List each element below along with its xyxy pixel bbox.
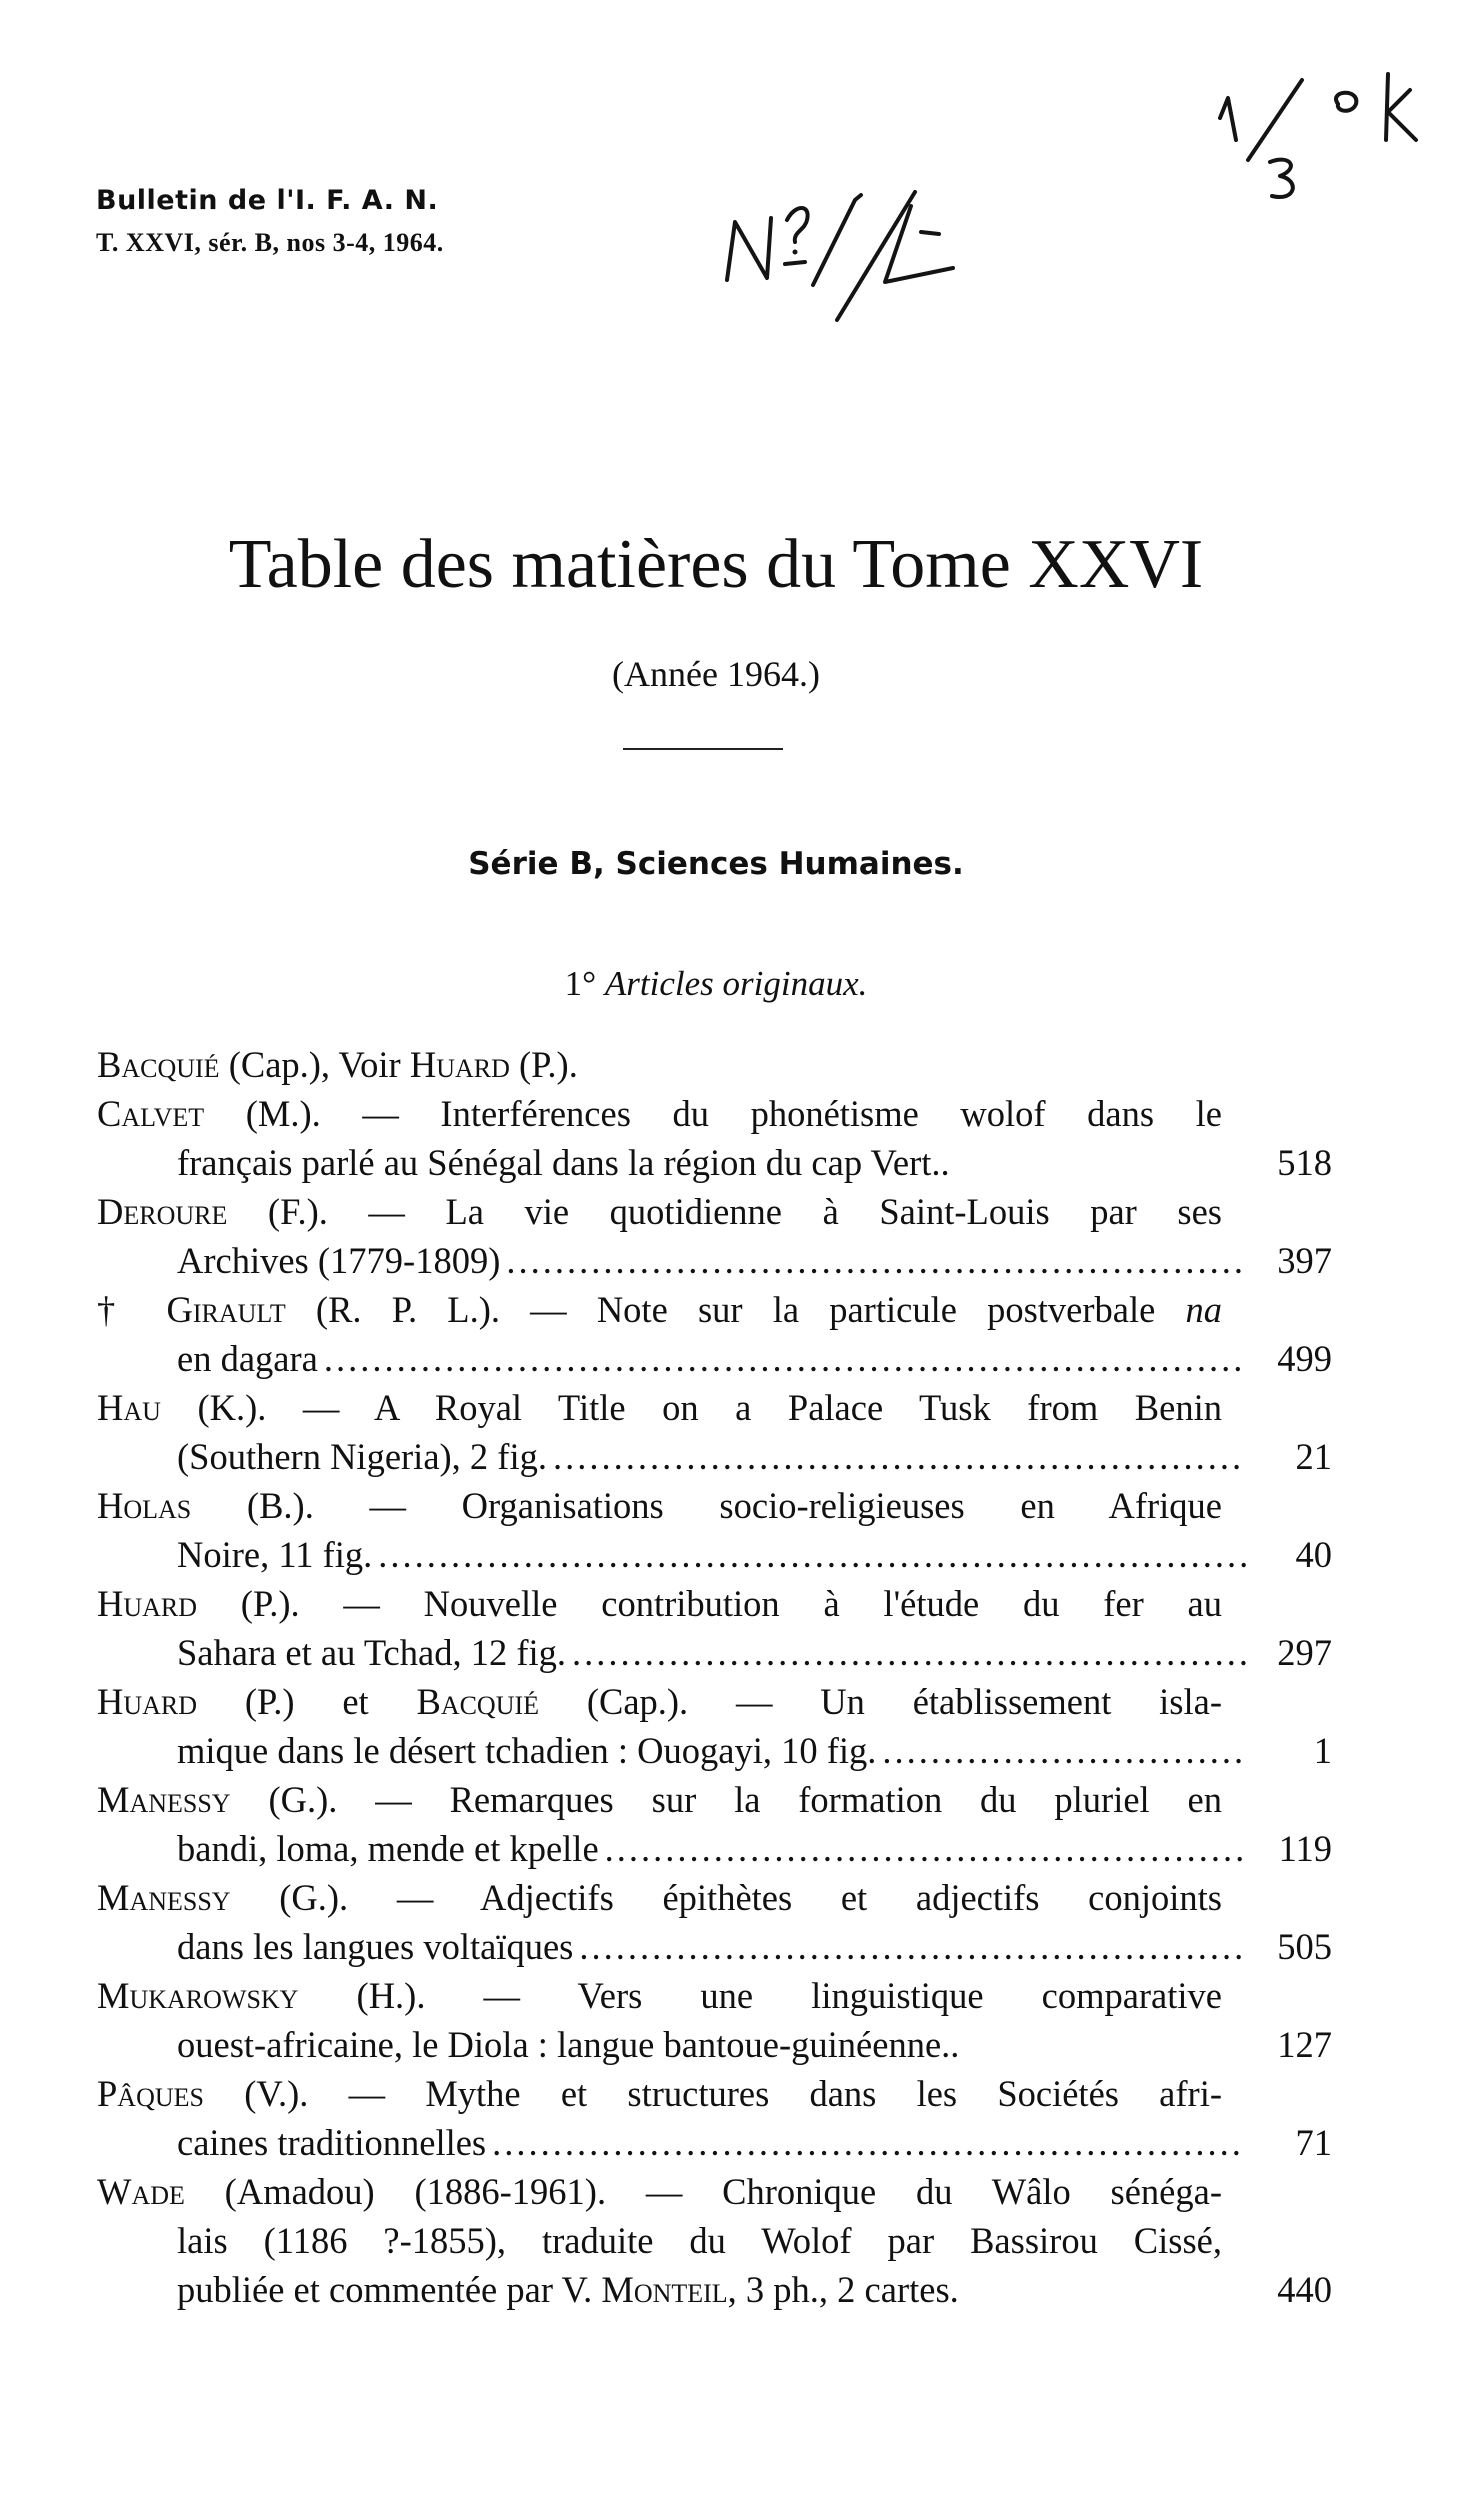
author-name: Bacquié: [416, 1681, 540, 1722]
entry-text: Sahara et au Tchad, 12 fig.: [177, 1632, 567, 1673]
entry-text: (G.). — Remarques sur la formation du pluriel en: [230, 1779, 1222, 1820]
page-number: 21: [1295, 1436, 1332, 1477]
page-number: 397: [1277, 1240, 1332, 1281]
author-name: Monteil: [601, 2269, 728, 2310]
entry-text: dans les langues voltaïques: [177, 1926, 574, 1967]
author-name: Bacquié: [97, 1044, 220, 1085]
author-name: Calvet: [97, 1093, 205, 1134]
author-name: Hau: [97, 1387, 161, 1428]
entry-text: (B.). — Organisations socio-religieuses en Afrique: [191, 1485, 1222, 1526]
author-name: Manessy: [97, 1779, 231, 1820]
entry-text: lais (1186 ?-1855), traduite du Wolof par Bassirou Cissé,: [177, 2220, 1222, 2261]
dot-leader: [378, 1530, 1246, 1579]
toc-entry: [97, 2167, 1332, 2314]
toc-entry: [97, 1677, 1332, 1775]
toc-entry: [97, 1383, 1332, 1481]
toc-entry: [97, 1775, 1332, 1873]
page-number: 297: [1277, 1632, 1332, 1673]
entry-text: (Cap.), Voir: [219, 1044, 410, 1085]
journal-header: [96, 180, 444, 264]
entry-text: (Cap.). — Un établissement isla-: [539, 1681, 1222, 1722]
entry-text: français parlé au Sénégal dans la région du cap Vert..: [177, 1142, 950, 1183]
author-name: Manessy: [97, 1877, 231, 1918]
handwritten-number: [715, 160, 1095, 340]
entry-text: (P.). — Nouvelle contribution à l'étude du fer au: [197, 1583, 1222, 1624]
entry-text: ouest-africaine, le Diola : langue bantoue-guinéenne..: [177, 2024, 960, 2065]
section-number: 1°: [564, 964, 597, 1003]
entry-text: en dagara: [177, 1338, 318, 1379]
table-of-contents: [97, 1040, 1332, 2314]
page-number: 518: [1277, 1142, 1332, 1183]
entry-text: , 3 ph., 2 cartes.: [727, 2269, 959, 2310]
author-name: Deroure: [97, 1191, 228, 1232]
journal-volume: T. XXVI, sér. B, nos 3-4, 1964.: [96, 228, 444, 257]
handwritten-annotation-ink: [1210, 70, 1450, 210]
author-name: Huard: [97, 1583, 198, 1624]
entry-text: (R. P. L.). — Note sur la particule postverbale: [285, 1289, 1186, 1330]
entry-text: caines traditionnelles: [177, 2122, 487, 2163]
entry-text: mique dans le désert tchadien : Ouogayi, 10 fig.: [177, 1730, 877, 1771]
dot-leader: [324, 1334, 1246, 1383]
page-title: Table des matières du Tome XXVI: [228, 526, 1204, 603]
handwritten-annotation: [1210, 70, 1450, 210]
entry-text: (G.). — Adjectifs épithètes et adjectifs conjoints: [230, 1877, 1222, 1918]
author-name: Pâques: [97, 2073, 204, 2114]
toc-entry: [97, 1089, 1332, 1187]
page-number: 1: [1313, 1730, 1332, 1771]
dot-leader: [553, 1432, 1246, 1481]
author-name: Holas: [97, 1485, 192, 1526]
entry-text: (V.). — Mythe et structures dans les Sociétés afri-: [203, 2073, 1222, 2114]
entry-text: (H.). — Vers une linguistique comparative: [298, 1975, 1222, 2016]
entry-text: (Southern Nigeria), 2 fig.: [177, 1436, 547, 1477]
entry-text-italic: na: [1185, 1289, 1222, 1330]
section-heading: [0, 960, 1432, 1008]
dot-leader: [492, 2118, 1246, 2167]
author-name: Girault: [166, 1289, 286, 1330]
entry-text: (P.) et: [197, 1681, 417, 1722]
series-heading: Série B, Sciences Humaines.: [468, 846, 964, 882]
divider: [623, 748, 783, 750]
journal-title: Bulletin de l'I. F. A. N.: [96, 185, 439, 216]
toc-entry: [97, 1285, 1332, 1383]
toc-entry: [97, 1187, 1332, 1285]
toc-entry: [97, 2069, 1332, 2167]
page-number: 127: [1277, 2024, 1332, 2065]
entry-text: (P.).: [509, 1044, 578, 1085]
page-number: 40: [1295, 1534, 1332, 1575]
year-subtitle: (Année 1964.): [612, 654, 820, 694]
toc-entry: [97, 1481, 1332, 1579]
page-number: 440: [1277, 2269, 1332, 2310]
author-name: Wade: [97, 2171, 185, 2212]
dot-leader: [579, 1922, 1246, 1971]
entry-text: (Amadou) (1886-1961). — Chronique du Wâlo sénéga-: [184, 2171, 1222, 2212]
dot-leader: [605, 1824, 1246, 1873]
author-name: Mukarowsky: [97, 1975, 299, 2016]
page-number: 505: [1277, 1926, 1332, 1967]
entry-text: (F.). — La vie quotidienne à Saint-Louis par ses: [227, 1191, 1222, 1232]
author-name: Huard: [97, 1681, 198, 1722]
entry-text: Noire, 11 fig.: [177, 1534, 373, 1575]
dot-leader: [882, 1726, 1246, 1775]
page-number: 119: [1278, 1828, 1332, 1869]
dot-leader: [572, 1628, 1246, 1677]
entry-text: (K.). — A Royal Title on a Palace Tusk from Benin: [160, 1387, 1222, 1428]
entry-text: bandi, loma, mende et kpelle: [177, 1828, 599, 1869]
toc-entry: [97, 1873, 1332, 1971]
entry-text: Archives (1779-1809): [177, 1240, 501, 1281]
author-name: Huard: [409, 1044, 510, 1085]
dot-leader: [506, 1236, 1246, 1285]
section-label: Articles originaux.: [604, 964, 868, 1003]
toc-entry: [97, 1040, 1332, 1089]
deceased-mark: †: [97, 1289, 167, 1330]
handwritten-number-ink: [715, 160, 1095, 340]
entry-text: publiée et commentée par V.: [177, 2269, 602, 2310]
entry-text: (M.). — Interférences du phonétisme wolof dans le: [204, 1093, 1222, 1134]
toc-entry: [97, 1971, 1332, 2069]
page-number: 71: [1295, 2122, 1332, 2163]
page-number: 499: [1277, 1338, 1332, 1379]
toc-entry: [97, 1579, 1332, 1677]
